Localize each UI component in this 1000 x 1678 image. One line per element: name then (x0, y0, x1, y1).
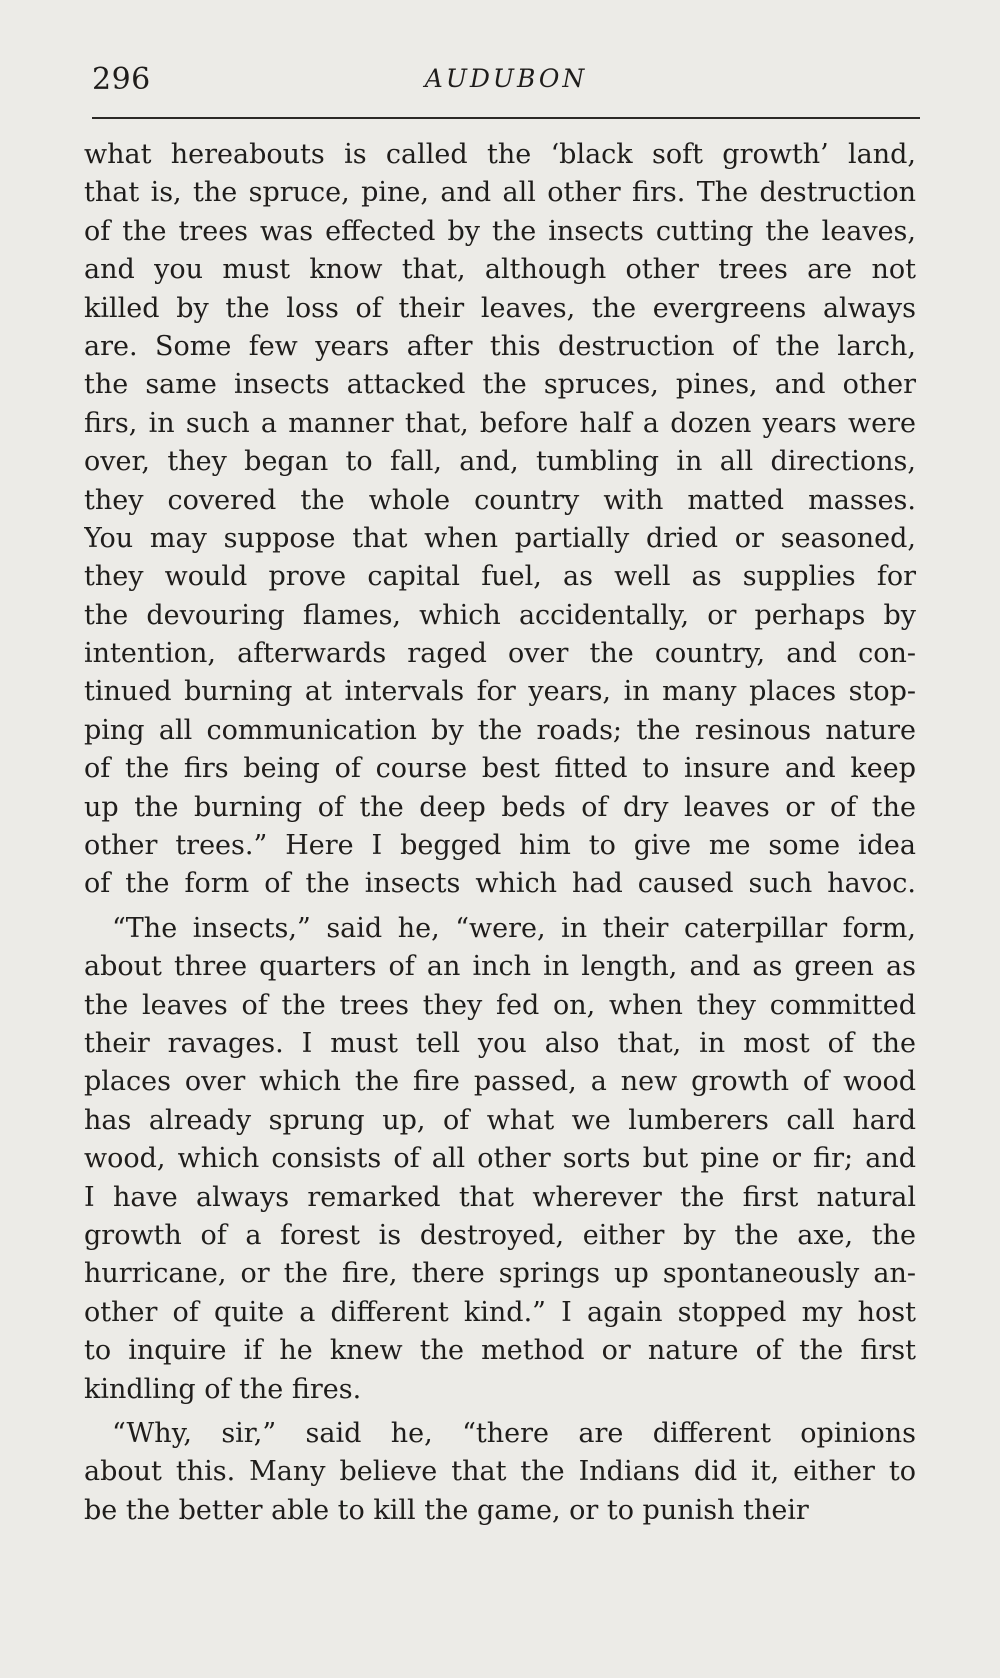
text-line: of the firs being of course best fitted to insure and keep (84, 753, 916, 785)
text-line: to inquire if he knew the method or nature of the first (84, 1335, 916, 1367)
text-line: ping all communication by the roads; the resinous nature (84, 714, 916, 746)
body-text (84, 136, 916, 1530)
text-line: places over which the fire passed, a new growth of wood (84, 1066, 916, 1098)
text-line: “The insects,” said he, “were, in their caterpillar form, (112, 912, 916, 944)
paragraph (84, 1415, 916, 1530)
text-line: that is, the spruce, pine, and all other firs. The destruction (84, 177, 916, 209)
text-line: wood, which consists of all other sorts but pine or fir; and (84, 1143, 916, 1175)
text-line: You may suppose that when partially dried or seasoned, (84, 522, 916, 554)
text-line: be the better able to kill the game, or to punish their (84, 1494, 809, 1526)
text-line: killed by the loss of their leaves, the evergreens always (84, 292, 916, 324)
page-header (92, 58, 920, 106)
running-head: AUDUBON (424, 64, 588, 93)
text-line: over, they began to fall, and, tumbling in all directions, (84, 446, 916, 478)
text-line: of the form of the insects which had caused such havoc. (84, 868, 916, 900)
text-line: other trees.” Here I begged him to give me some idea (84, 830, 916, 862)
text-line: other of quite a different kind.” I again stopped my host (84, 1296, 916, 1328)
paragraph (84, 910, 916, 1409)
text-line: firs, in such a manner that, before half a dozen years were (84, 407, 916, 439)
text-line: hurricane, or the fire, there springs up spontaneously an- (84, 1258, 916, 1290)
text-line: their ravages. I must tell you also that, in most of the (84, 1027, 916, 1059)
text-line: are. Some few years after this destruction of the larch, (84, 330, 916, 362)
text-line: kindling of the fires. (84, 1373, 362, 1405)
text-line: about three quarters of an inch in length, and as green as (84, 951, 916, 983)
text-line: of the trees was effected by the insects cutting the leaves, (84, 215, 916, 247)
text-line: intention, afterwards raged over the country, and con- (84, 638, 916, 670)
paragraph (84, 136, 916, 904)
text-line: they covered the whole country with matted masses. (84, 484, 916, 516)
text-line: tinued burning at intervals for years, in many places stop- (84, 676, 916, 708)
text-line: growth of a forest is destroyed, either by the axe, the (84, 1219, 916, 1251)
text-line: up the burning of the deep beds of dry leaves or of the (84, 791, 916, 823)
text-line: “Why, sir,” said he, “there are different opinions (112, 1417, 916, 1449)
text-line: what hereabouts is called the ‘black soft growth’ land, (84, 139, 916, 170)
text-line: has already sprung up, of what we lumberers call hard (84, 1104, 916, 1136)
text-line: about this. Many believe that the Indians did it, either to (84, 1456, 916, 1488)
text-line: the devouring flames, which accidentally, or perhaps by (84, 599, 916, 631)
text-line: the leaves of the trees they fed on, when they committed (84, 989, 916, 1021)
text-line: and you must know that, although other trees are not (84, 254, 916, 286)
header-rule (92, 117, 920, 119)
text-line: I have always remarked that wherever the first natural (84, 1181, 916, 1213)
text-line: they would prove capital fuel, as well as supplies for (84, 561, 916, 593)
page-number: 296 (92, 62, 151, 97)
text-line: the same insects attacked the spruces, pines, and other (84, 369, 916, 401)
